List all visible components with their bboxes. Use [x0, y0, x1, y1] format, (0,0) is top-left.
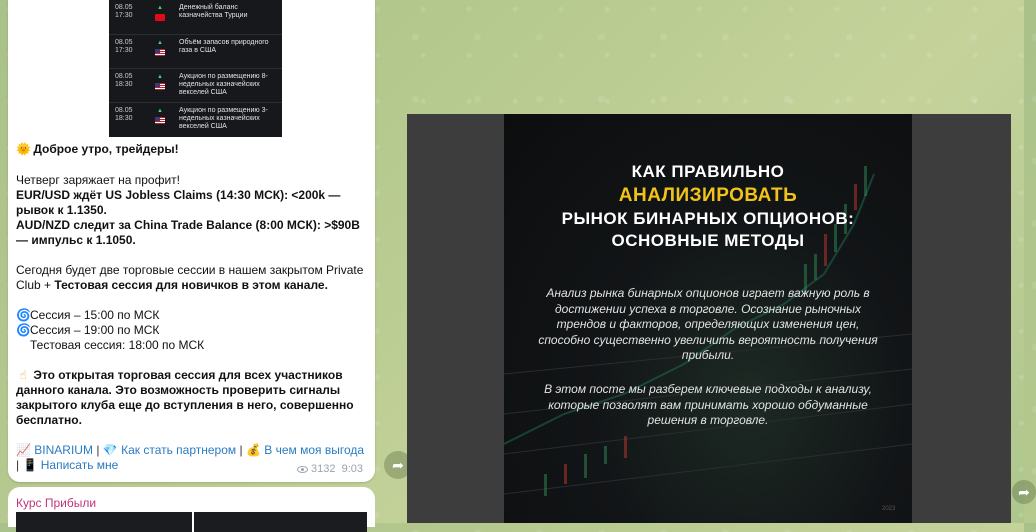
calendar-event: Аукцион по размещению 3-недельных казначейских векселей США: [179, 107, 268, 130]
pointing-up-icon: ☝: [19, 368, 27, 382]
calendar-date: 08.05: [115, 73, 133, 80]
open-session-text: Это открытая торговая сессия для всех участников данного канала. Это возможность проверить сигналы закрытого клуба еще до вступления в него, совершенно бесплатно.: [16, 368, 354, 427]
media-thumbnail[interactable]: [192, 512, 367, 532]
calendar-row: [109, 34, 282, 67]
separator: |: [16, 458, 20, 472]
poster-title-line2: АНАЛИЗИРОВАТЬ: [618, 185, 798, 206]
poster-paragraph-2: В этом посте мы разберем ключевые подходы к анализу, которые позволят вам принимать хорошо обдуманные решения в торговле.: [544, 382, 872, 427]
calendar-date: 08.05: [115, 39, 133, 46]
calendar-time: 17:30: [115, 12, 133, 19]
sessions-intro: Сегодня будет две торговые сессии в нашем закрытом Private Club +: [16, 263, 364, 292]
message-text: [16, 142, 366, 443]
forward-button[interactable]: [1012, 480, 1036, 504]
calendar-date: 08.05: [115, 4, 133, 11]
separator: |: [239, 443, 243, 457]
forward-arrow-icon: ➦: [392, 456, 404, 473]
poster-paragraph-1: Анализ рынка бинарных опционов играет важную роль в достижении успеха в торговле. Осознание рыночных трендов и факторов, определяющих изменения цен, способно существенно увеличить вероятность получения прибыли.: [538, 286, 878, 362]
channel-name: Курс Прибыли: [16, 496, 97, 510]
audnzd-line: AUD/NZD следит за China Trade Balance (8:00 МСК): >$90B — импульс к 1.1050.: [16, 218, 360, 247]
usa-flag-icon: [155, 49, 165, 56]
calendar-event: Денежный баланс казначейства Турции: [179, 4, 248, 19]
poster-title-line1: КАК ПРАВИЛЬНО: [631, 162, 785, 181]
calendar-time: 18:30: [115, 81, 133, 88]
next-message-bubble[interactable]: [8, 487, 375, 527]
greeting: Доброе утро, трейдеры!: [33, 142, 179, 156]
calendar-event: Объём запасов природного газа в США: [179, 39, 269, 54]
cyclone-icon: 🌀: [16, 308, 31, 322]
forward-arrow-icon: ➦: [1018, 483, 1030, 500]
session-2: Сессия – 19:00 по МСК: [30, 323, 160, 337]
poster-image[interactable]: [504, 114, 912, 523]
sun-icon: 🌞: [16, 142, 31, 156]
sessions-intro-bold: Тестовая сессия для новичков в этом канале.: [54, 278, 328, 292]
calendar-row: [109, 68, 282, 101]
arrow-up-icon: ▲: [157, 74, 163, 80]
poster-watermark: 2023: [882, 506, 896, 512]
calendar-row: [109, 102, 282, 135]
partner-link[interactable]: Как стать партнером: [121, 443, 237, 457]
media-thumbnail[interactable]: [16, 512, 192, 532]
binarium-link[interactable]: BINARIUM: [34, 443, 93, 457]
message-meta: [297, 463, 363, 475]
eurusd-line: EUR/USD ждёт US Jobless Claims (14:30 МСК): <200k — рывок к 1.1350.: [16, 188, 341, 217]
calendar-event: Аукцион по размещению 8-недельных казначейских векселей США: [179, 73, 268, 96]
write-me-link[interactable]: Написать мне: [40, 458, 119, 472]
calendar-time: 17:30: [115, 47, 133, 54]
intro-text: Четверг заряжает на профит!: [16, 173, 180, 187]
money-bag-icon: 💰: [245, 443, 261, 457]
eye-icon: [297, 466, 308, 473]
economic-calendar-image[interactable]: [109, 0, 282, 137]
calendar-time: 18:30: [115, 115, 133, 122]
cyclone-icon: 🌀: [16, 323, 31, 337]
turkey-flag-icon: [155, 14, 165, 21]
usa-flag-icon: [155, 83, 165, 90]
calendar-date: 08.05: [115, 107, 133, 114]
benefit-link[interactable]: В чем моя выгода: [264, 443, 365, 457]
separator: |: [96, 443, 100, 457]
poster-title-line3: РЫНОК БИНАРНЫХ ОПЦИОНОВ:: [561, 209, 855, 228]
phone-icon: 📱: [22, 458, 38, 472]
message-time: 9:03: [341, 463, 364, 475]
usa-flag-icon: [155, 117, 165, 124]
session-3: Тестовая сессия: 18:00 по МСК: [30, 338, 205, 352]
session-1: Сессия – 15:00 по МСК: [30, 308, 160, 322]
calendar-row: [109, 0, 282, 33]
chart-up-icon: 📈: [16, 443, 31, 457]
arrow-up-icon: ▲: [157, 108, 163, 114]
poster-title-line4: ОСНОВНЫЕ МЕТОДЫ: [611, 231, 805, 250]
arrow-up-icon: ▲: [157, 40, 163, 46]
gem-icon: 💎: [102, 443, 118, 457]
view-count: 3132: [311, 463, 336, 475]
arrow-up-icon: ▲: [157, 5, 163, 11]
